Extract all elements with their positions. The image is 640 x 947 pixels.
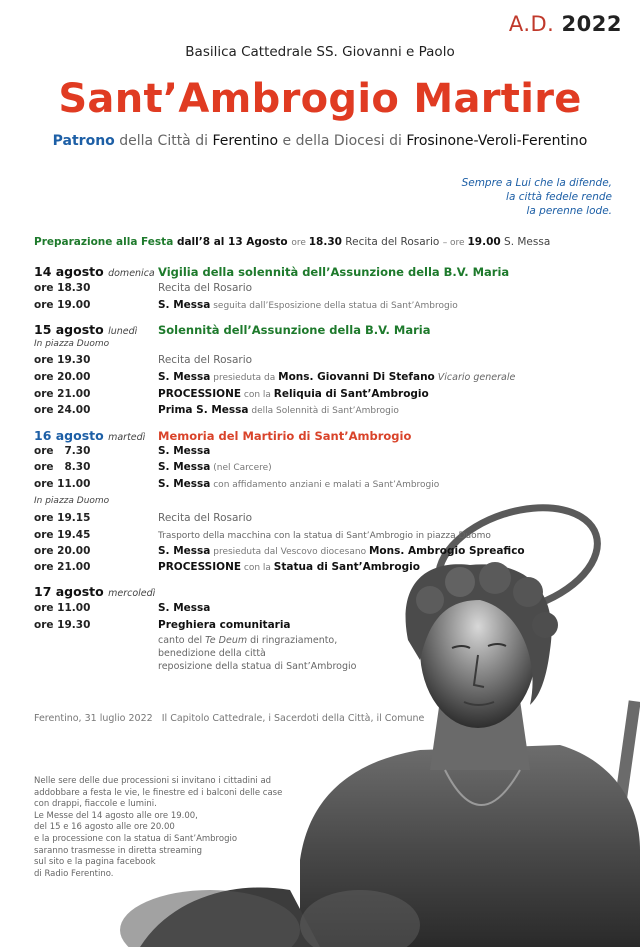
row-time: ore 19.15 bbox=[34, 512, 91, 524]
quote bbox=[412, 176, 612, 218]
row-time: ore 8.30 bbox=[34, 461, 91, 473]
note-line: saranno trasmesse in diretta streaming bbox=[34, 845, 203, 856]
row-bold: Reliquia di Sant’Ambrogio bbox=[273, 388, 429, 400]
patrono-diocese: Frosinone-Veroli-Ferentino bbox=[406, 133, 588, 149]
row-italic: Vicario generale bbox=[434, 372, 516, 383]
sub-text: di ringraziamento, bbox=[247, 635, 338, 646]
row-bold: S. Messa bbox=[158, 445, 211, 457]
patrono-text-2: e della Diocesi di bbox=[278, 133, 407, 149]
page-title: Sant’Ambrogio Martire bbox=[58, 76, 582, 122]
schedule-row bbox=[34, 282, 252, 294]
year-label bbox=[509, 12, 622, 36]
row-bold: S. Messa bbox=[158, 371, 211, 383]
day-16-date bbox=[34, 428, 145, 443]
note-line: Nelle sere delle due processioni si invitano i cittadini ad bbox=[34, 776, 272, 786]
sub-italic: Te Deum bbox=[205, 635, 248, 646]
row-bold: S. Messa bbox=[158, 461, 211, 473]
row-text: Recita del Rosario bbox=[158, 282, 253, 294]
prep-text-1: Recita del Rosario bbox=[341, 236, 443, 248]
row-text: della Solennità di Sant’Ambrogio bbox=[248, 406, 399, 416]
schedule-row bbox=[34, 299, 458, 311]
note-line: Le Messe del 14 agosto alle ore 19.00, bbox=[34, 810, 198, 821]
weekday: mercoledì bbox=[108, 588, 156, 599]
schedule-row bbox=[34, 529, 491, 541]
ad-prefix: A.D. bbox=[508, 12, 555, 36]
row-bold: Statua di Sant’Ambrogio bbox=[273, 561, 420, 573]
schedule-row bbox=[34, 512, 252, 524]
schedule-row bbox=[34, 478, 439, 490]
row-time: ore 20.00 bbox=[34, 545, 91, 557]
ad-year: 2022 bbox=[561, 12, 622, 36]
preparazione-label: Preparazione alla Festa bbox=[34, 236, 174, 248]
preparazione-line bbox=[34, 236, 550, 248]
day-14-date bbox=[34, 264, 155, 279]
sub-line: benedizione della città bbox=[158, 648, 266, 659]
row-bold: PROCESSIONE bbox=[158, 561, 242, 573]
date: 15 agosto bbox=[34, 322, 104, 337]
row-text: Recita del Rosario bbox=[158, 512, 253, 524]
notes-block bbox=[34, 776, 304, 880]
row-text: Trasporto della macchina con la statua di Sant’Ambrogio in piazza Duomo bbox=[158, 531, 491, 541]
date: 16 agosto bbox=[34, 428, 104, 443]
row-text: seguita dall’Esposizione della statua di Sant’Ambrogio bbox=[210, 301, 458, 311]
schedule-row bbox=[34, 371, 515, 383]
note-line: e la processione con la statua di Sant’Ambrogio bbox=[34, 833, 238, 844]
schedule-row bbox=[34, 619, 291, 631]
quote-line: Sempre a Lui che la difende, bbox=[461, 177, 612, 189]
row-bold: PROCESSIONE bbox=[158, 388, 242, 400]
row-text: con affidamento anziani e malati a Sant’Ambrogio bbox=[210, 480, 440, 490]
row-time: ore 21.00 bbox=[34, 561, 91, 573]
row-time: ore 18.30 bbox=[34, 282, 91, 294]
patrono-line bbox=[0, 133, 640, 149]
row-bold: S. Messa bbox=[158, 602, 211, 614]
day-16-heading: Memoria del Martirio di Sant’Ambrogio bbox=[158, 429, 412, 443]
row-time: ore 7.30 bbox=[34, 445, 91, 457]
schedule-row bbox=[34, 354, 252, 366]
row-bold: S. Messa bbox=[158, 299, 211, 311]
schedule-row bbox=[34, 545, 525, 557]
sub-line: reposizione della statua di Sant’Ambrogio bbox=[158, 661, 357, 672]
row-text: con la bbox=[241, 390, 274, 400]
note-line: del 15 e 16 agosto alle ore 20.00 bbox=[34, 822, 175, 833]
quote-line: la città fedele rende bbox=[506, 191, 612, 203]
row-bold: Mons. Giovanni Di Stefano bbox=[278, 371, 435, 383]
note-line: con drappi, fiaccole e lumini. bbox=[34, 799, 157, 810]
note-line: di Radio Ferentino. bbox=[34, 868, 114, 879]
row-time: ore 19.30 bbox=[34, 619, 91, 631]
day-15-date bbox=[34, 322, 137, 337]
prep-time-1: 18.30 bbox=[308, 236, 342, 248]
schedule-row bbox=[34, 561, 420, 573]
row-bold: S. Messa bbox=[158, 478, 211, 490]
patrono-text-1: della Città di bbox=[114, 133, 213, 149]
schedule-row bbox=[34, 388, 429, 400]
row-text: Recita del Rosario bbox=[158, 354, 253, 366]
weekday: lunedì bbox=[108, 326, 138, 337]
schedule-row bbox=[34, 404, 399, 416]
patrono-city: Ferentino bbox=[212, 133, 279, 149]
row-text: presieduta da bbox=[210, 373, 279, 383]
day-14-heading: Vigilia della solennità dell’Assunzione della B.V. Maria bbox=[158, 265, 510, 279]
day-15-heading: Solennità dell’Assunzione della B.V. Maria bbox=[158, 323, 431, 337]
basilica-name: Basilica Cattedrale SS. Giovanni e Paolo bbox=[185, 44, 455, 60]
row-bold: Prima S. Messa bbox=[158, 404, 249, 416]
row-time: ore 19.00 bbox=[34, 299, 91, 311]
row-text: (nel Carcere) bbox=[210, 463, 272, 473]
row-time: ore 21.00 bbox=[34, 388, 91, 400]
sub-line bbox=[158, 635, 337, 646]
ore-text: ore bbox=[291, 238, 309, 248]
schedule-row bbox=[34, 602, 210, 614]
date: 14 agosto bbox=[34, 264, 104, 279]
row-time: ore 11.00 bbox=[34, 478, 91, 490]
row-text: con la bbox=[241, 563, 274, 573]
row-time: ore 19.45 bbox=[34, 529, 91, 541]
preparazione-dates: dall’8 al 13 Agosto bbox=[173, 236, 292, 248]
sub-text: canto del bbox=[158, 635, 206, 646]
note-line: addobbare a festa le vie, le finestre ed i balconi delle case bbox=[34, 787, 283, 798]
patrono-word: Patrono bbox=[52, 133, 115, 149]
row-time: ore 20.00 bbox=[34, 371, 91, 383]
location-label: In piazza Duomo bbox=[34, 496, 110, 506]
weekday: domenica bbox=[108, 268, 155, 279]
schedule-row bbox=[34, 445, 210, 457]
row-text: presieduta dal Vescovo diocesano bbox=[210, 547, 369, 557]
row-time: ore 11.00 bbox=[34, 602, 91, 614]
note-line: sul sito e la pagina facebook bbox=[34, 857, 156, 868]
row-bold: Preghiera comunitaria bbox=[158, 619, 291, 631]
date: 17 agosto bbox=[34, 584, 104, 599]
weekday: martedì bbox=[108, 432, 146, 443]
row-time: ore 24.00 bbox=[34, 404, 91, 416]
row-bold: S. Messa bbox=[158, 545, 211, 557]
schedule-row bbox=[34, 461, 272, 473]
quote-line: la perenne lode. bbox=[526, 205, 612, 217]
prep-time-2: 19.00 bbox=[467, 236, 501, 248]
row-time: ore 19.30 bbox=[34, 354, 91, 366]
signoff: Ferentino, 31 luglio 2022 Il Capitolo Cattedrale, i Sacerdoti della Città, il Comune bbox=[34, 713, 425, 724]
prep-text-2: S. Messa bbox=[500, 236, 551, 248]
day-17-date bbox=[34, 584, 155, 599]
location-label: In piazza Duomo bbox=[34, 339, 110, 349]
ore-text: – ore bbox=[442, 238, 468, 248]
row-bold: Mons. Ambrogio Spreafico bbox=[368, 545, 525, 557]
